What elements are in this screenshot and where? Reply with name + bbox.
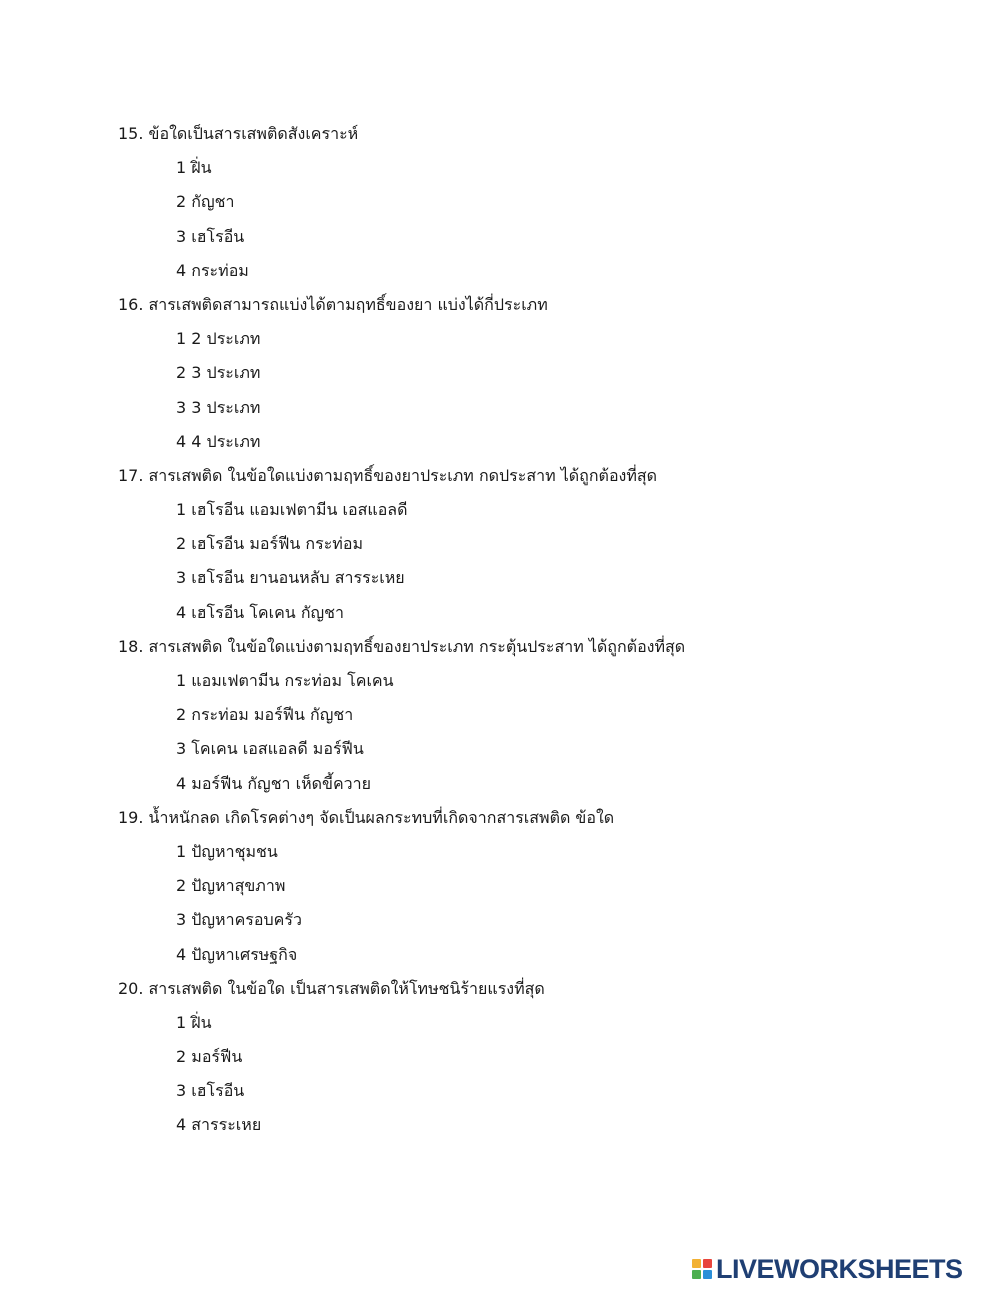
option-1: 1 ฝิ่น	[176, 1012, 212, 1032]
logo-mark-cell	[703, 1270, 712, 1279]
option-3: 3 เฮโรอีน ยานอนหลับ สารระเหย	[176, 568, 405, 588]
option-4: 4 เฮโรอีน โคเคน กัญชา	[176, 602, 344, 622]
option-2: 2 3 ประเภท	[176, 363, 261, 383]
option-3: 3 เฮโรอีน	[176, 226, 245, 246]
option-4: 4 กระท่อม	[176, 260, 249, 280]
logo-mark-cell	[692, 1259, 701, 1268]
question-text: 16. สารเสพติดสามารถแบ่งได้ตามฤทธิ์ของยา แบ่งได้กี่ประเภท	[118, 294, 548, 314]
logo-mark-cell	[703, 1259, 712, 1268]
question-text: 17. สารเสพติด ในข้อใดแบ่งตามฤทธิ์ของยาประเภท กดประสาท ได้ถูกต้องที่สุด	[118, 465, 658, 485]
option-1: 1 ปัญหาชุมชน	[176, 841, 278, 861]
option-1: 1 2 ประเภท	[176, 329, 261, 349]
option-2: 2 กระท่อม มอร์ฟีน กัญชา	[176, 705, 354, 725]
option-3: 3 3 ประเภท	[176, 397, 261, 417]
option-3: 3 โคเคน เอสแอลดี มอร์ฟีน	[176, 739, 364, 759]
question-17	[118, 459, 878, 630]
option-2: 2 ปัญหาสุขภาพ	[176, 876, 286, 896]
option-3: 3 ปัญหาครอบครัว	[176, 910, 302, 930]
option-1: 1 ฝิ่น	[176, 158, 212, 178]
question-19	[118, 801, 878, 972]
question-text: 20. สารเสพติด ในข้อใด เป็นสารเสพติดให้โทษชนิร้ายแรงที่สุด	[118, 978, 545, 998]
option-1: 1 แอมเฟตามีน กระท่อม โคเคน	[176, 671, 394, 690]
option-2: 2 มอร์ฟีน	[176, 1047, 243, 1067]
option-1: 1 เฮโรอีน แอมเฟตามีน เอสแอลดี	[176, 500, 408, 520]
option-2: 2 กัญชา	[176, 192, 235, 212]
liveworksheets-logo	[692, 1254, 963, 1284]
option-4: 4 มอร์ฟีน กัญชา เห็ดขี้ควาย	[176, 773, 372, 793]
logo-mark-icon	[692, 1259, 712, 1279]
question-15	[118, 117, 878, 288]
worksheet	[118, 117, 878, 1143]
question-text: 19. น้ำหนักลด เกิดโรคต่างๆ จัดเป็นผลกระทบที่เกิดจากสารเสพติด ข้อใด	[118, 807, 615, 827]
question-18	[118, 630, 878, 801]
option-4: 4 4 ประเภท	[176, 431, 261, 451]
logo-text: LIVEWORKSHEETS	[716, 1254, 963, 1284]
question-16	[118, 288, 878, 459]
option-4: 4 สารระเหย	[176, 1115, 262, 1135]
option-2: 2 เฮโรอีน มอร์ฟีน กระท่อม	[176, 534, 363, 554]
question-text: 15. ข้อใดเป็นสารเสพติดสังเคราะห์	[118, 124, 359, 143]
question-text: 18. สารเสพติด ในข้อใดแบ่งตามฤทธิ์ของยาประเภท กระตุ้นประสาท ได้ถูกต้องที่สุด	[118, 636, 686, 656]
logo-mark-cell	[692, 1270, 701, 1279]
question-20	[118, 972, 878, 1143]
option-4: 4 ปัญหาเศรษฐกิจ	[176, 944, 298, 964]
option-3: 3 เฮโรอีน	[176, 1081, 245, 1101]
